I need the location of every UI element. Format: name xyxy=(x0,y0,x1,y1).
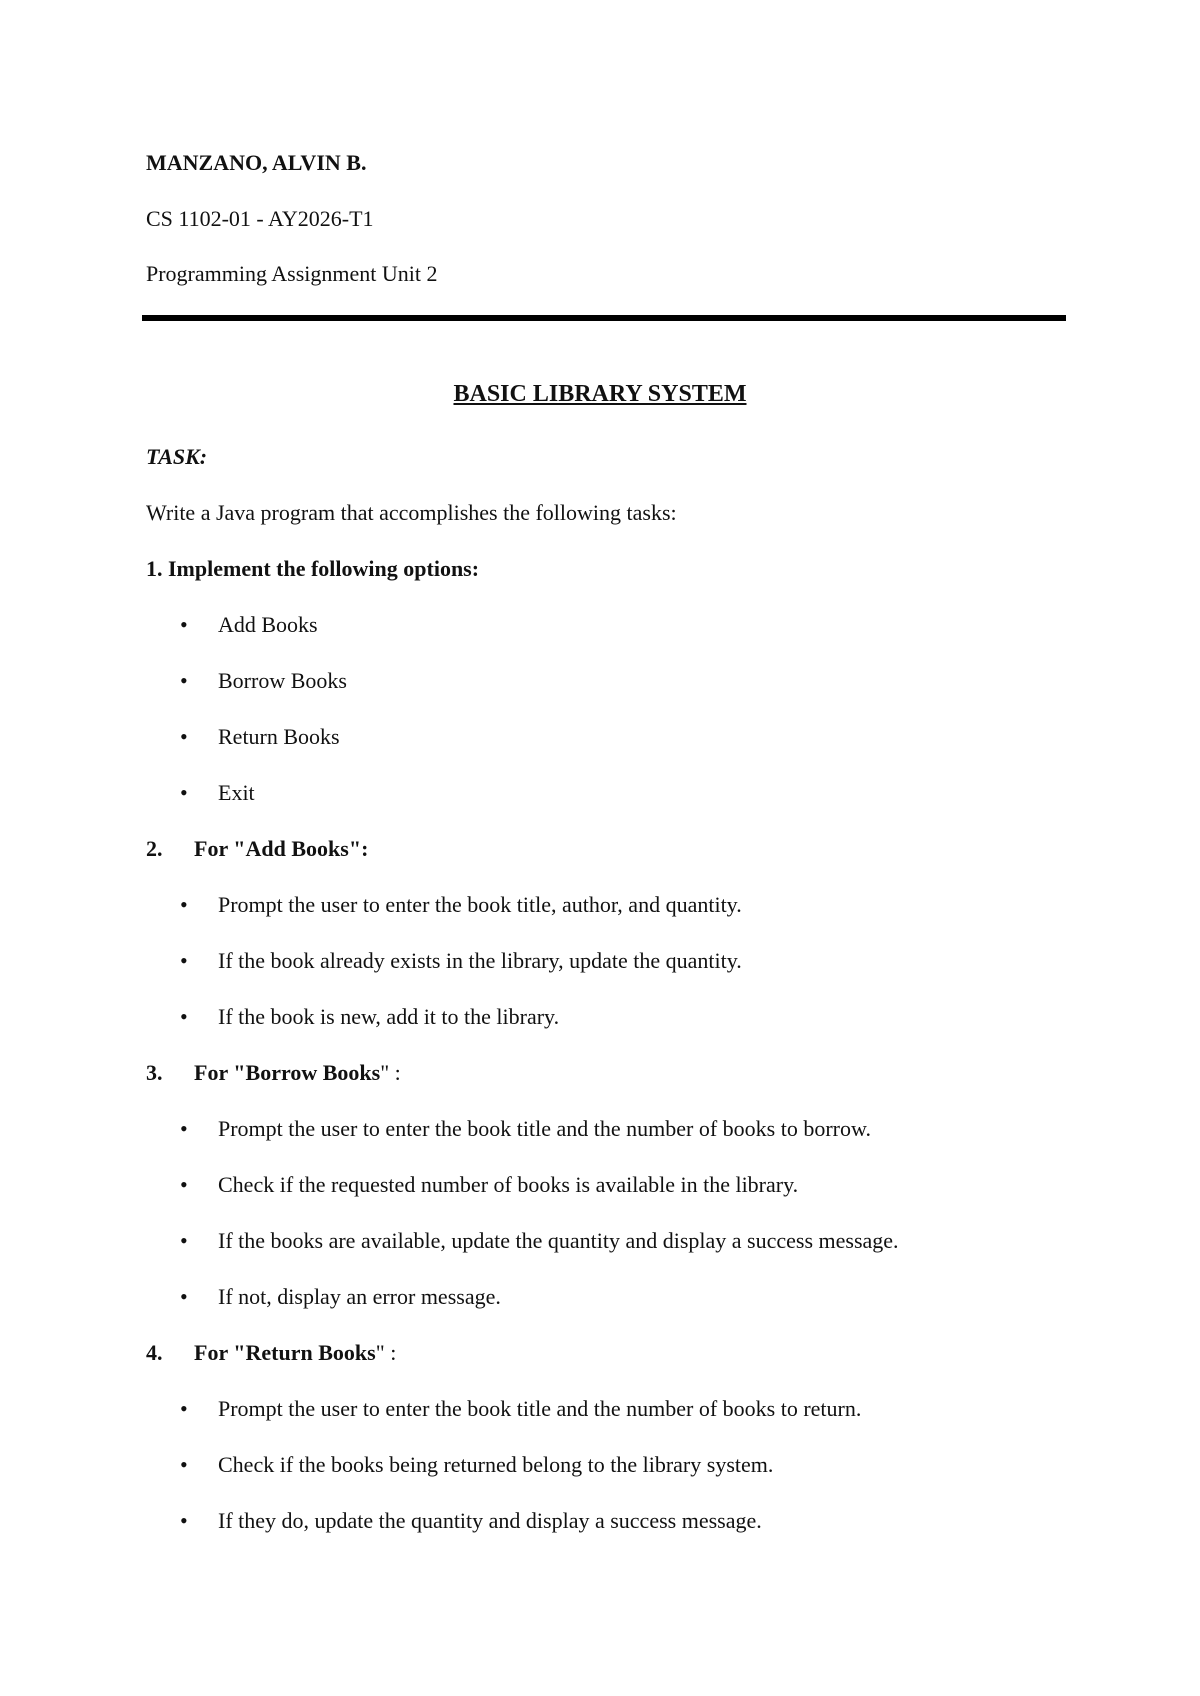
section-4-title-tail: " : xyxy=(375,1340,397,1365)
list-item: Prompt the user to enter the book title and the number of books to return. xyxy=(218,1396,862,1421)
bullet-icon: • xyxy=(180,668,188,693)
list-item: Borrow Books xyxy=(218,668,347,693)
list-item: Return Books xyxy=(218,724,340,749)
bullet-icon: • xyxy=(180,892,188,917)
list-item: If the book is new, add it to the library. xyxy=(218,1004,560,1029)
bullet-icon: • xyxy=(180,1452,188,1477)
assignment-title: Programming Assignment Unit 2 xyxy=(146,261,438,286)
bullet-icon: • xyxy=(180,780,188,805)
section-1-title: Implement the following options: xyxy=(168,556,480,581)
section-2-title: For "Add Books": xyxy=(194,836,369,861)
bullet-icon: • xyxy=(180,1228,188,1253)
bullet-icon: • xyxy=(180,1116,188,1141)
list-item: Add Books xyxy=(218,612,318,637)
list-item: Prompt the user to enter the book title and the number of books to borrow. xyxy=(218,1116,871,1141)
bullet-icon: • xyxy=(180,948,188,973)
bullet-icon: • xyxy=(180,1004,188,1029)
section-3-title xyxy=(194,1062,401,1084)
task-intro: Write a Java program that accomplishes the following tasks: xyxy=(146,500,677,525)
section-1-heading xyxy=(146,558,479,580)
bullet-icon: • xyxy=(180,1284,188,1309)
section-3-title-bold: For "Borrow Books xyxy=(194,1060,381,1085)
list-item: If they do, update the quantity and display a success message. xyxy=(218,1508,762,1533)
list-item: Check if the books being returned belong to the library system. xyxy=(218,1452,774,1477)
list-item: Prompt the user to enter the book title, author, and quantity. xyxy=(218,892,742,917)
section-2-number: 2. xyxy=(146,836,163,861)
list-item: If the books are available, update the quantity and display a success message. xyxy=(218,1228,899,1253)
task-label: TASK: xyxy=(146,444,208,469)
section-3-number: 3. xyxy=(146,1060,163,1085)
author-name: MANZANO, ALVIN B. xyxy=(146,150,367,175)
header-divider xyxy=(142,315,1066,321)
bullet-icon: • xyxy=(180,1396,188,1421)
bullet-icon: • xyxy=(180,724,188,749)
section-4-title-bold: For "Return Books xyxy=(194,1340,376,1365)
list-item: If not, display an error message. xyxy=(218,1284,501,1309)
section-1-number: 1. xyxy=(146,556,163,581)
section-4-title xyxy=(194,1342,396,1364)
document-title: BASIC LIBRARY SYSTEM xyxy=(453,381,747,407)
bullet-icon: • xyxy=(180,1172,188,1197)
list-item: If the book already exists in the library, update the quantity. xyxy=(218,948,742,973)
bullet-icon: • xyxy=(180,612,188,637)
list-item: Check if the requested number of books is available in the library. xyxy=(218,1172,799,1197)
section-3-title-tail: " : xyxy=(380,1060,401,1085)
course-code: CS 1102-01 - AY2026-T1 xyxy=(146,206,374,231)
section-4-number: 4. xyxy=(146,1340,163,1365)
list-item: Exit xyxy=(218,780,255,805)
bullet-icon: • xyxy=(180,1508,188,1533)
